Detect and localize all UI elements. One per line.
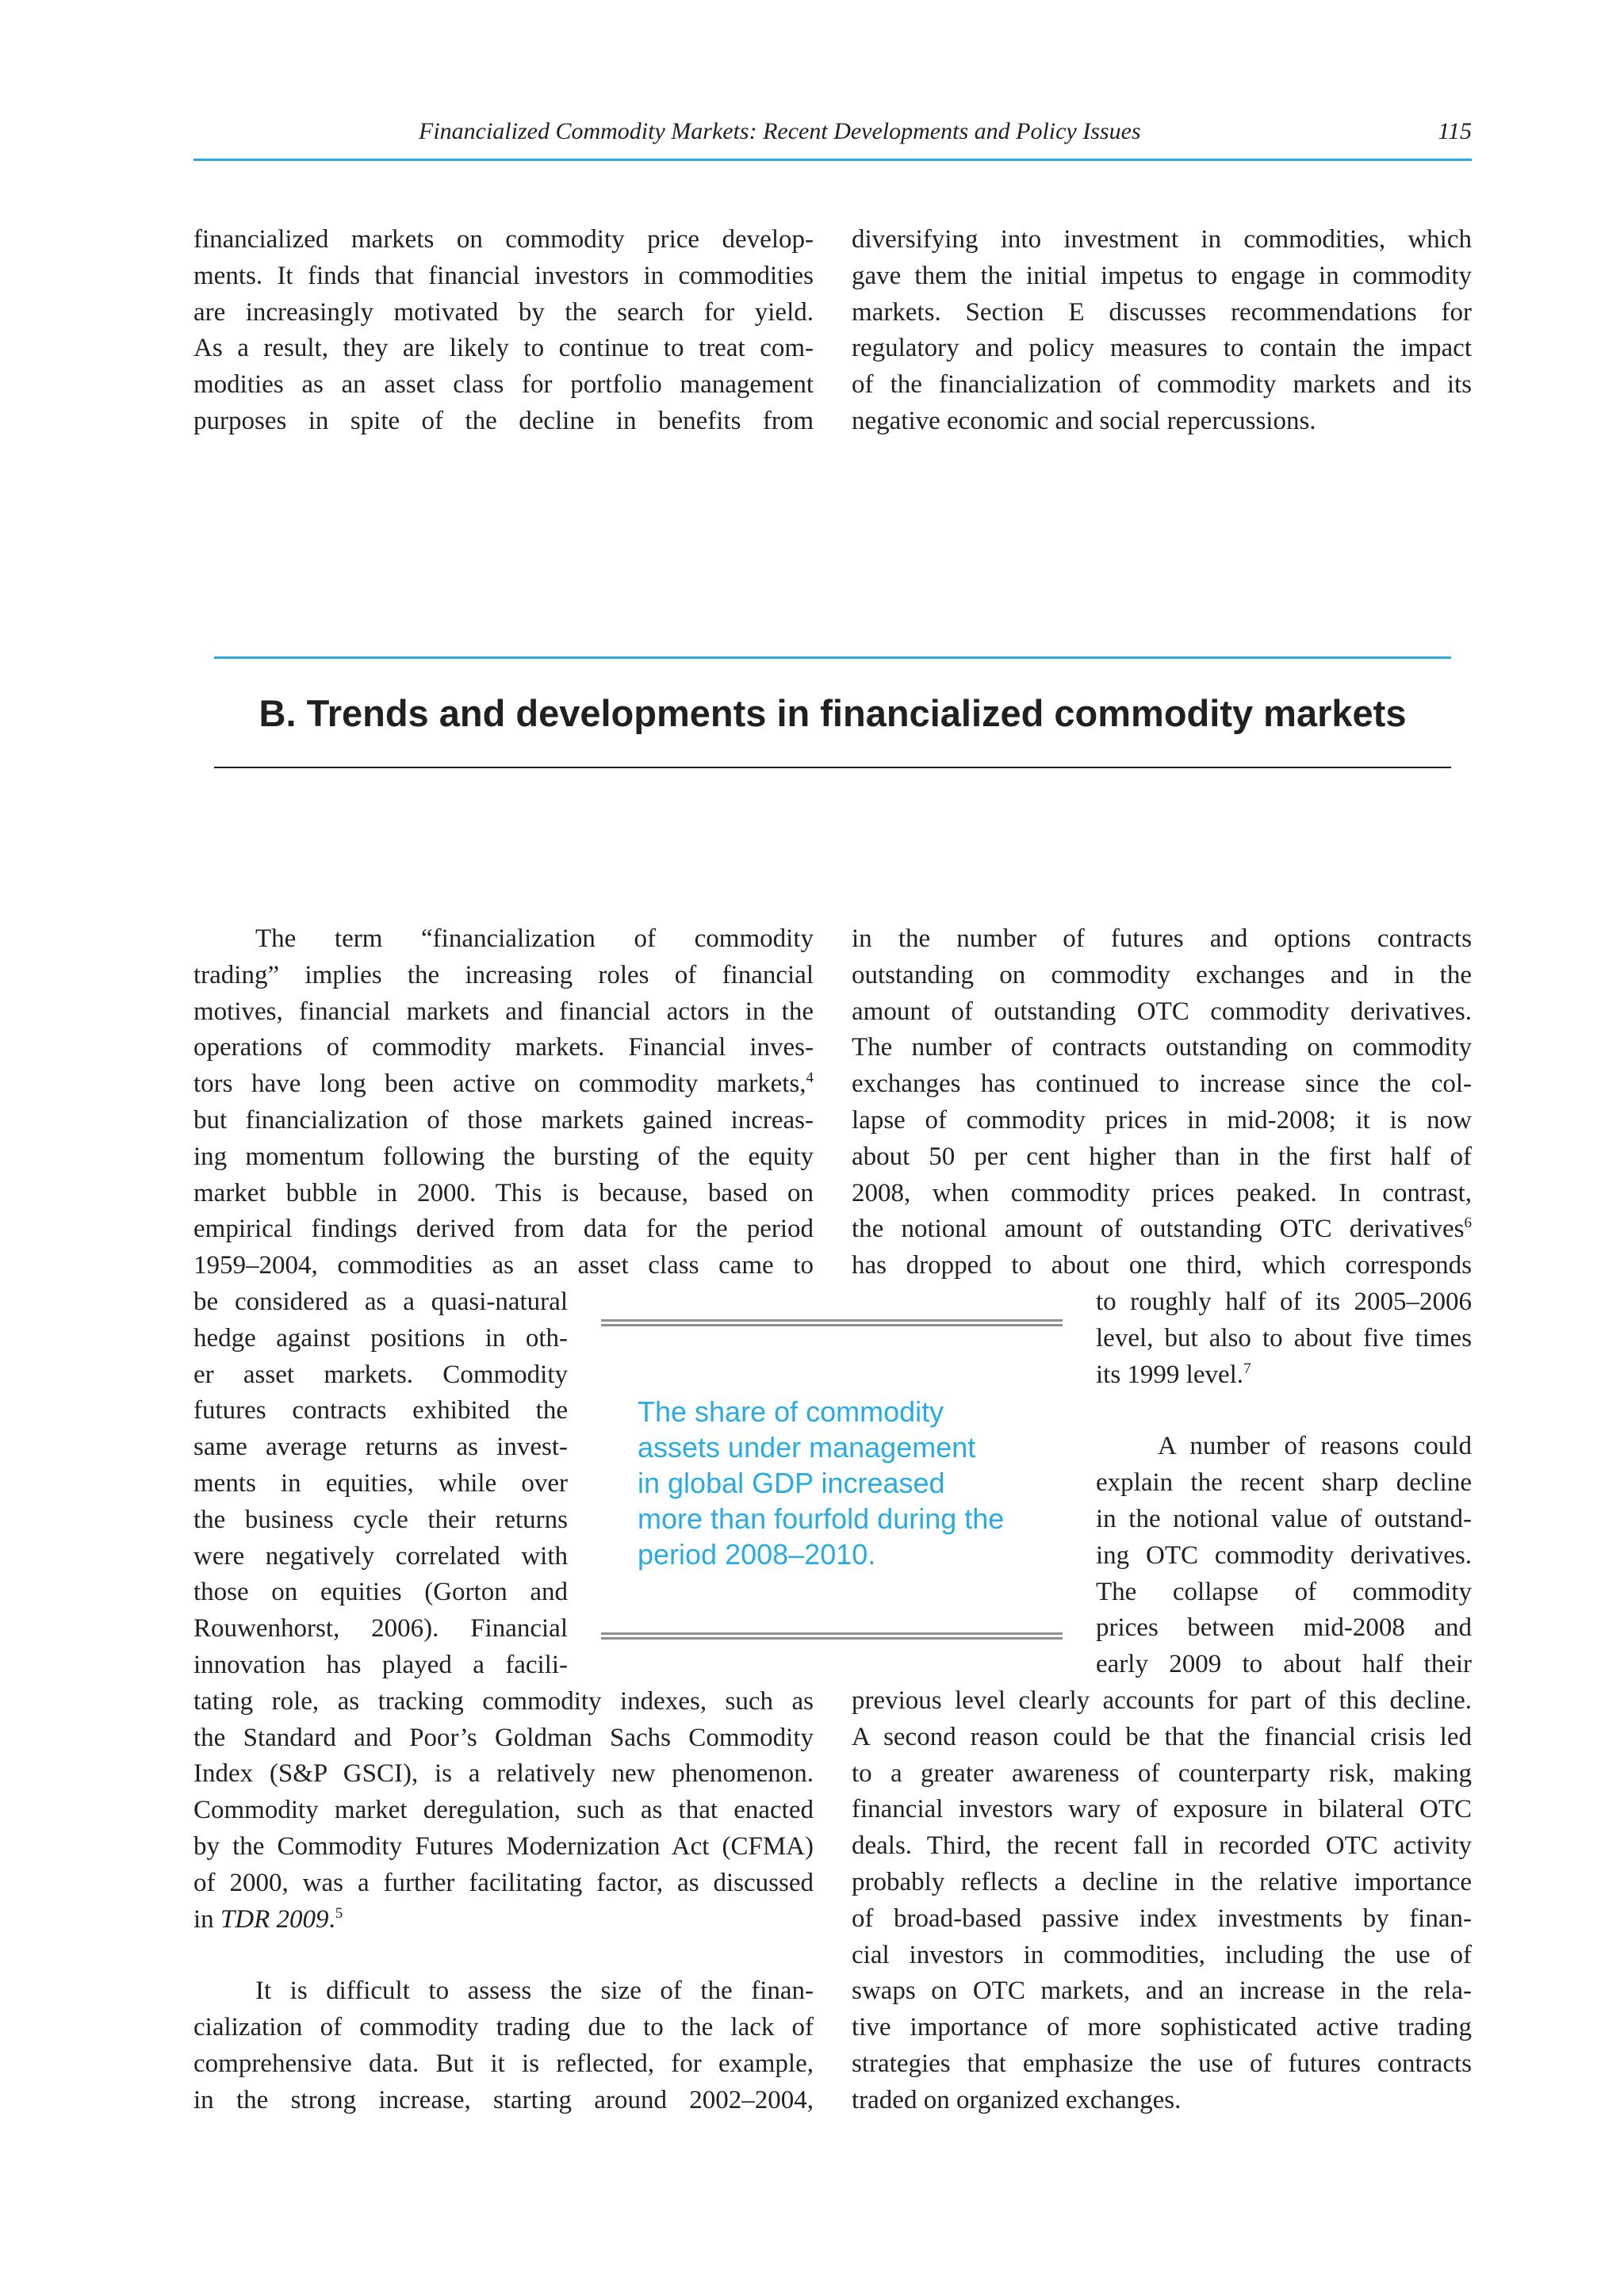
wrapped-text-block: [193, 1284, 568, 1684]
text-line: of the financialization of commodity markets and its: [852, 370, 1472, 400]
running-title: Financialized Commodity Markets: Recent Developments and Policy Issues: [419, 118, 1141, 144]
pull-quote-text: [638, 1394, 1050, 1572]
text-line: cialization of commodity trading due to the lack of: [193, 2013, 814, 2042]
section-rule-bottom: [214, 767, 1451, 768]
text-line: diversifying into investment in commodities, which: [852, 225, 1472, 254]
text-segment: .: [328, 1904, 335, 1934]
footnote-marker: 5: [335, 1904, 343, 1922]
pull-quote-line: in global GDP increased: [638, 1467, 945, 1499]
running-head: [193, 113, 1472, 157]
text-line: but financialization of those markets gained increas-: [193, 1105, 814, 1135]
text-line: operations of commodity markets. Financial inves-: [193, 1033, 814, 1062]
text-line: 2008, when commodity prices peaked. In contrast,: [852, 1178, 1472, 1207]
text-line: amount of outstanding OTC commodity derivatives.: [852, 997, 1472, 1026]
text-line: previous level clearly accounts for part of this decline.: [852, 1686, 1472, 1715]
text-line: in the notional value of outstand-: [1096, 1504, 1472, 1533]
text-line: It is difficult to assess the size of the finan-: [255, 1976, 814, 2006]
text-line: er asset markets. Commodity: [193, 1360, 568, 1389]
text-line: to a greater awareness of counterparty risk, making: [852, 1758, 1472, 1788]
text-line: about 50 per cent higher than in the first half of: [852, 1142, 1472, 1171]
text-line: in the strong increase, starting around 2002–2004,: [193, 2085, 814, 2114]
page-number: 115: [1438, 118, 1472, 144]
text-segment: its 1999 level.: [1096, 1360, 1244, 1389]
intro-left-column: [193, 222, 814, 440]
text-line: Commodity market deregulation, such as that enacted: [193, 1796, 814, 1825]
text-line: same average returns as invest-: [193, 1433, 568, 1462]
text-line: empirical findings derived from data for the period: [193, 1215, 814, 1244]
text-line: Rouwenhorst, 2006). Financial: [193, 1614, 568, 1644]
text-line: hedge against positions in oth-: [193, 1323, 568, 1353]
wrapped-text-block: [1096, 1284, 1472, 1683]
text-line: in the number of futures and options contracts: [852, 924, 1472, 953]
text-line: A second reason could be that the financial crisis led: [852, 1722, 1472, 1751]
footnote-marker: 6: [1464, 1215, 1472, 1232]
paragraph-spacer: [193, 1938, 814, 1973]
text-line: tive importance of more sophisticated active trading: [852, 2013, 1472, 2042]
text-line: [852, 1211, 1472, 1248]
section-heading-block: [214, 656, 1451, 771]
text-line: those on equities (Gorton and: [193, 1578, 568, 1607]
text-line: The number of contracts outstanding on commodity: [852, 1033, 1472, 1062]
section-rule-top: [214, 656, 1451, 659]
text-line: early 2009 to about half their: [1096, 1650, 1472, 1679]
text-line: negative economic and social repercussions.: [852, 406, 1316, 435]
header-rule: [193, 159, 1472, 161]
text-line: by the Commodity Futures Modernization Act (CFMA): [193, 1831, 814, 1861]
pull-quote-line: assets under management: [638, 1431, 976, 1464]
text-line: A number of reasons could: [1158, 1432, 1472, 1461]
pull-quote-line: The share of commodity: [638, 1395, 944, 1428]
text-line: lapse of commodity prices in mid-2008; it is now: [852, 1105, 1472, 1135]
text-line: tating role, as tracking commodity indexes, such as: [193, 1686, 814, 1716]
text-line: Index (S&P GSCI), is a relatively new phenomenon.: [193, 1759, 814, 1789]
text-line: be considered as a quasi-natural: [193, 1287, 568, 1316]
text-line: traded on organized exchanges.: [852, 2085, 1182, 2114]
text-line: trading” implies the increasing roles of financial: [193, 960, 814, 989]
text-line: explain the recent sharp decline: [1096, 1468, 1472, 1498]
pull-quote-rule-bottom: [601, 1632, 1063, 1640]
section-title: B. Trends and developments in financialized commodity markets: [259, 692, 1407, 734]
text-segment: in: [193, 1904, 220, 1934]
pull-quote: [601, 1319, 1063, 1640]
text-line: to roughly half of its 2005–2006: [1096, 1287, 1472, 1316]
intro-right-column: [852, 222, 1472, 440]
text-line: has dropped to about one third, which corresponds: [852, 1251, 1472, 1280]
footnote-marker: 4: [806, 1070, 814, 1087]
text-line: probably reflects a decline in the relative importance: [852, 1867, 1472, 1896]
text-line: are increasingly motivated by the search for yield.: [193, 297, 814, 327]
text-line: outstanding on commodity exchanges and in the: [852, 960, 1472, 989]
text-line: The collapse of commodity: [1096, 1577, 1472, 1606]
text-line: the business cycle their returns: [193, 1505, 568, 1534]
text-line: [193, 1066, 814, 1103]
text-line: modities as an asset class for portfolio management: [193, 370, 814, 400]
pull-quote-line: more than fourfold during the: [638, 1502, 1005, 1535]
pull-quote-rule-top: [601, 1319, 1063, 1326]
text-line: financial investors wary of exposure in bilateral OTC: [852, 1795, 1472, 1824]
text-line: regulatory and policy measures to contain the impact: [852, 334, 1472, 363]
text-line: futures contracts exhibited the: [193, 1396, 568, 1425]
text-line: strategies that emphasize the use of futures contracts: [852, 2049, 1472, 2078]
text-line: the Standard and Poor’s Goldman Sachs Commodity: [193, 1723, 814, 1752]
text-line: exchanges has continued to increase since the col-: [852, 1070, 1472, 1099]
text-line: of 2000, was a further facilitating factor, as discussed: [193, 1868, 814, 1897]
text-line: 1959–2004, commodities as an asset class came to: [193, 1251, 814, 1280]
text-line: markets. Section E discusses recommendations for: [852, 297, 1472, 327]
text-line: ing OTC commodity derivatives.: [1096, 1540, 1472, 1570]
text-line: deals. Third, the recent fall in recorded OTC activity: [852, 1831, 1472, 1861]
text-line: ing momentum following the bursting of the equity: [193, 1142, 814, 1171]
text-line: market bubble in 2000. This is because, based on: [193, 1178, 814, 1207]
text-line: level, but also to about five times: [1096, 1323, 1472, 1353]
text-line: ments. It finds that financial investors in commodities: [193, 261, 814, 290]
text-line: [1096, 1357, 1472, 1394]
text-segment: the notional amount of outstanding OTC derivatives: [852, 1215, 1465, 1244]
paragraph-spacer: [1096, 1393, 1472, 1429]
text-line: comprehensive data. But it is reflected, for example,: [193, 2049, 814, 2078]
text-line: motives, financial markets and financial actors in the: [193, 997, 814, 1026]
text-line: swaps on OTC markets, and an increase in the rela-: [852, 1976, 1472, 2006]
text-line: As a result, they are likely to continue to treat com-: [193, 334, 814, 363]
text-segment: tors have long been active on commodity markets,: [193, 1070, 806, 1099]
text-line: ments in equities, while over: [193, 1468, 568, 1498]
text-line: cial investors in commodities, including the use of: [852, 1940, 1472, 1969]
text-line: prices between mid-2008 and: [1096, 1613, 1472, 1643]
text-line: financialized markets on commodity price develop-: [193, 225, 814, 254]
footnote-marker: 7: [1243, 1360, 1251, 1377]
text-line: purposes in spite of the decline in benefits from: [193, 406, 814, 435]
text-line: innovation has played a facili-: [193, 1650, 568, 1679]
text-line: of broad-based passive index investments by finan-: [852, 1904, 1472, 1933]
pull-quote-line: period 2008–2010.: [638, 1538, 876, 1571]
text-line: were negatively correlated with: [193, 1541, 568, 1571]
text-line: The term “financialization of commodity: [255, 924, 814, 953]
text-line: gave them the initial impetus to engage in commodity: [852, 261, 1472, 290]
text-line: [193, 1902, 814, 1938]
report-citation: TDR 2009: [220, 1904, 329, 1934]
